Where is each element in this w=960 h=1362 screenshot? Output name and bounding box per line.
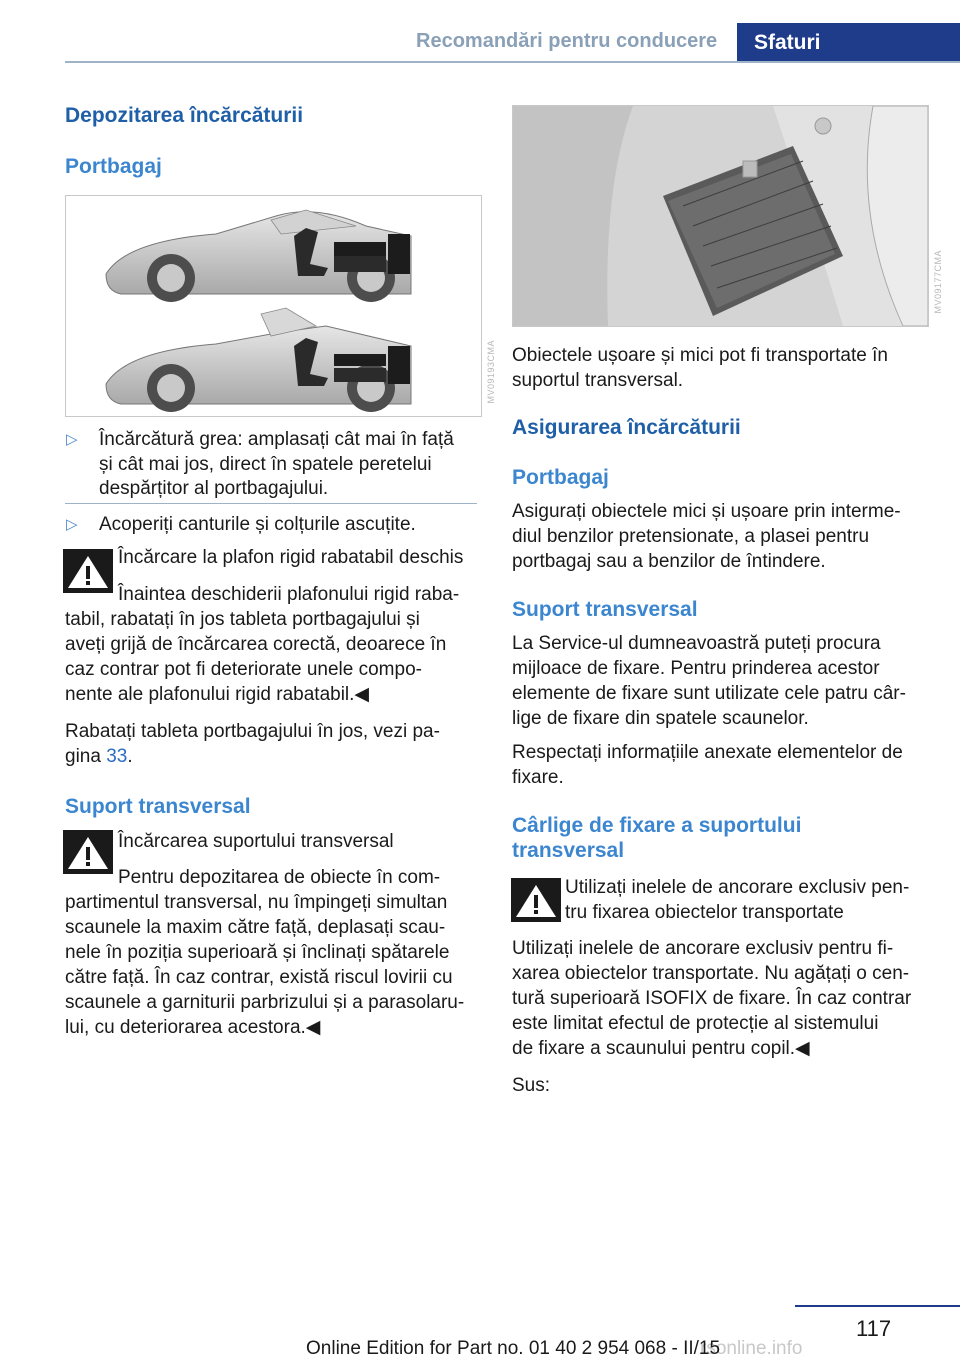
footer-edition: Online Edition for Part no. 01 40 2 954 068 - II/15 [306,1338,721,1359]
warning3-line-1: Utilizați inelele de ancorare exclusiv pentru fi‐ [512,938,894,959]
car-top [106,210,411,302]
subheading-carlige-line1: Cârlige de fixare a suportului [512,814,802,837]
warning3-line-5: de fixare a scaunului pentru copil.◀ [512,1038,810,1059]
warning1-line-3: aveți grijă de încărcarea corectă, deoarece în [65,634,447,655]
warning-triangle-icon [63,549,113,593]
para2-line-4: lige de fixare din spatele scaunelor. [512,708,809,729]
bullet-text-2: Acoperiți canturile și colțurile ascuțite. [99,514,416,535]
bullet-divider [65,503,477,504]
heading-suport-transversal-left: Suport transversal [65,795,251,818]
para2-line-2: mijloace de fixare. Pentru prinderea acestor [512,658,880,679]
warning3-line-3: tură superioară ISOFIX de fixare. În caz contrar [512,988,912,1009]
car-loading-illustration [66,196,481,416]
warning-triangle-icon [511,878,561,922]
header-tab[interactable]: Sfaturi [737,23,960,63]
figure-transverse-support [512,105,929,327]
footer-divider [795,1305,960,1307]
header-section-title: Recomandări pentru conducere [416,30,718,52]
transverse-support-illustration [513,106,928,326]
heading-asigurarea: Asigurarea încărcăturii [512,416,741,439]
figure-car-loading [65,195,482,417]
subheading-portbagaj: Portbagaj [65,155,162,178]
bullet-item-1 [65,428,470,504]
caption-line-2: suportul transversal. [512,370,684,391]
warning1-line-2: tabil, rabatați în jos tableta portbagajului și [65,609,420,630]
warning1-line-1: Înaintea deschiderii plafonului rigid raba‐ [118,584,460,605]
car-bottom [106,308,411,412]
para2-line-1: La Service-ul dumneavoastră puteți procura [512,633,881,654]
para1-line-3: portbagaj sau a benzilor de întindere. [512,551,826,572]
warning3-title-line-1: Utilizați inelele de ancorare exclusiv pen‐ [565,877,910,898]
bullet-text-1: Încărcătură grea: amplasați cât mai în față și cât mai jos, direct în spatele peretelui despărțitor al portbagajului. [99,429,454,499]
warning2-line-4: nele în poziția superioară și înclinați spătarele [65,942,450,963]
warning3-title-line-2: tru fixarea obiectelor transportate [565,902,844,923]
para-rabatati-line2 [65,745,133,770]
subheading-carlige-line2: transversal [512,839,625,862]
para-rabatati-post: . [127,746,133,767]
triangle-bullet-icon: ▷ [66,431,78,448]
bullet-item-2 [65,513,470,539]
warning1-title: Încărcare la plafon rigid rabatabil deschis [118,547,464,568]
para-rabatati-line1: Rabatați tableta portbagajului în jos, vezi pa‐ [65,721,440,742]
figure-code-left: MV09193CMA [486,340,496,404]
caption-line-1: Obiectele ușoare și mici pot fi transportate în [512,345,888,366]
warning2-line-6: scaunele a garniturii parbrizului și a parasolaru‐ [65,992,465,1013]
triangle-bullet-icon: ▷ [66,516,78,533]
warning2-line-3: scaunele la maxim către față, deplasați scau‐ [65,917,446,938]
subheading-suport-transversal: Suport transversal [512,598,698,621]
sus-label: Sus: [512,1075,551,1096]
warning2-line-1: Pentru depozitarea de obiecte în com‐ [118,867,441,888]
warning1-line-5: nente ale plafonului rigid rabatabil.◀ [65,684,370,705]
warning2-line-5: către față. În caz contrar, există riscul lovirii cu [65,967,453,988]
warning3-line-2: xarea obiectelor transportate. Nu agățați o cen‐ [512,963,910,984]
warning3-line-4: este limitat efectul de protecție al sistemului [512,1013,879,1034]
warning1-line-4: caz contrar pot fi deteriorate unele compo‐ [65,659,422,680]
para3-line-1: Respectați informațiile anexate elementelor de [512,742,903,763]
warning2-line-2: partimentul transversal, nu împingeți simultan [65,892,448,913]
figure-code-right: MV09177CMA [933,250,943,314]
page-link-33[interactable]: 33 [106,746,128,767]
warning-triangle-icon [63,830,113,874]
watermark: rsonline.info [700,1338,803,1359]
warning2-title: Încărcarea suportului transversal [118,831,394,852]
para1-line-1: Asigurați obiectele mici și ușoare prin interme‐ [512,501,901,522]
para-rabatati-pre: gina [65,746,107,767]
heading-depozitarea: Depozitarea încărcăturii [65,104,304,127]
para2-line-3: elemente de fixare sunt utilizate cele patru câr‐ [512,683,906,704]
para1-line-2: diul benzilor pretensionate, a plasei pentru [512,526,870,547]
para3-line-2: fixare. [512,767,564,788]
header-divider [65,61,960,63]
page-number: 117 [856,1316,892,1341]
subheading-portbagaj-right: Portbagaj [512,466,609,489]
warning2-line-7: lui, cu deteriorarea acestora.◀ [65,1017,321,1038]
